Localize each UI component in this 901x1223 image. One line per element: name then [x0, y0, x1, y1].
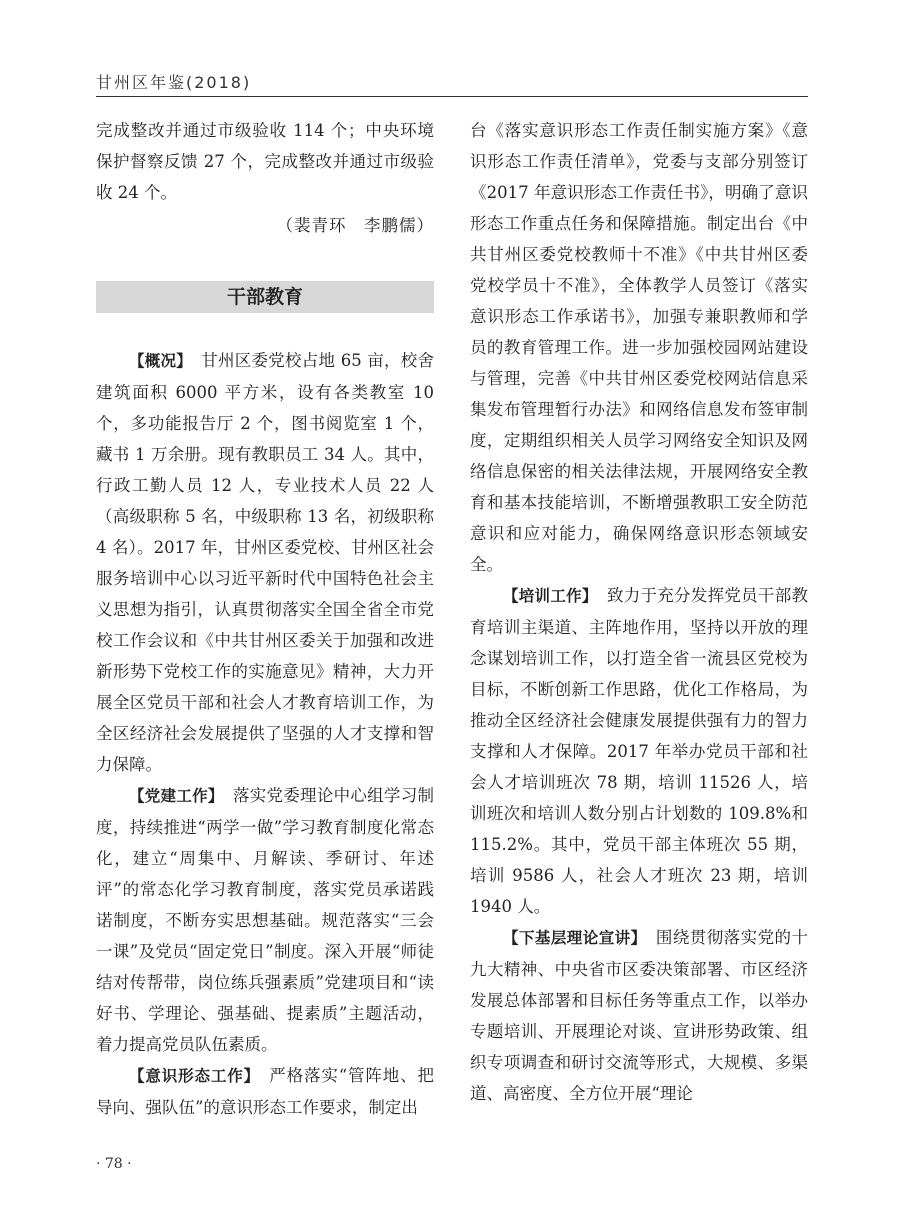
running-header — [96, 60, 808, 97]
grassroots-text: 围绕贯彻落实党的十九大精神、中央省市区委决策部署、市区经济发展总体部署和目标任务等重点工作，以举办专题培训、开展理论对谈、宣讲形势政策、组织专项调查和研讨交流等形式，大规模、多渠道、高密度、全方位开展“理论 — [470, 928, 808, 1103]
training-text: 致力于充分发挥党员干部教育培训主渠道、主阵地作用，坚持以开放的理念谋划培训工作，以打造全省一流县区党校为目标，不断创新工作思路，优化工作格局，为推动全区经济社会健康发展提供强有力的智力支撑和人才保障。2017 年举办党员干部和社会人才培训班次 78 期，培训 11526 人，培训班次和培训人数分别占计划数的 109.8%和 115.2%。其中，党员干部主体班次 55 期，培训 9586 人，社会人才班次 23 期，培训 1940 人。 — [470, 586, 808, 916]
overview-lead: 【概况】 — [129, 352, 192, 370]
section-heading — [96, 281, 434, 313]
header-title: 甘州区年鉴(2018) — [96, 73, 252, 92]
section-title: 干部教育 — [226, 285, 303, 308]
left-column — [96, 115, 434, 1123]
author-credit: （裴青环 李鹏儒） — [276, 216, 434, 235]
training-lead: 【培训工作】 — [503, 587, 598, 605]
grassroots-paragraph — [470, 922, 808, 1109]
party-building-paragraph — [96, 780, 434, 1060]
overview-paragraph — [96, 345, 434, 780]
right-column — [470, 115, 808, 1109]
party-building-text: 落实党委理论中心组学习制度，持续推进“两学一做”学习教育制度化常态化，建立“周集中、月解读、季研讨、年述评”的常态化学习教育制度，落实党员承诺践诺制度，不断夯实思想基础。规范落实“三会一课”及党员“固定党日”制度。深入开展“师徒结对传帮带，岗位练兵强素质”党建项目和“读好书、学理论、强基础、提素质”主题活动，着力提高党员队伍素质。 — [96, 786, 434, 1054]
page-number: · 78 · — [96, 1156, 132, 1172]
party-building-lead: 【党建工作】 — [129, 787, 224, 805]
ideology-lead: 【意识形态工作】 — [129, 1067, 260, 1085]
ideology-text-start: 严格落实“管阵地、把导向、强队伍”的意识形态工作要求，制定出 — [96, 1066, 434, 1117]
training-paragraph — [470, 580, 808, 922]
grassroots-lead: 【下基层理论宣讲】 — [503, 929, 647, 947]
ideology-paragraph-continued: 台《落实意识形态工作责任制实施方案》《意识形态工作责任清单》，党委与支部分别签订《2017 年意识形态工作责任书》，明确了意识形态工作重点任务和保障措施。制定出台《中共甘州区委党校教师十不准》《中共甘州区委党校学员十不准》，全体教学人员签订《落实意识形态工作承诺书》，加强专兼职教师和学员的教育管理工作。进一步加强校园网站建设与管理，完善《中共甘州区委党校网站信息采集发布管理暂行办法》和网络信息发布签审制度，定期组织相关人员学习网络安全知识及网络信息保密的相关法律法规，开展网络安全教育和基本技能培训，不断增强教职工安全防范意识和应对能力，确保网络意识形态领域安全。 — [470, 121, 808, 574]
continued-paragraph: 完成整改并通过市级验收 114 个；中央环境保护督察反馈 27 个，完成整改并通过市级验收 24 个。 — [96, 121, 434, 202]
ideology-paragraph-start — [96, 1060, 434, 1123]
overview-text: 甘州区委党校占地 65 亩，校舍建筑面积 6000 平方米，设有各类教室 10 个，多功能报告厅 2 个，图书阅览室 1 个，藏书 1 万余册。现有教职员工 34 人。其中，行政工勤人员 12 人，专业技术人员 22 人（高级职称 5 名，中级职称 13 名，初级职称 4 名）。2017 年，甘州区委党校、甘州区社会服务培训中心以习近平新时代中国特色社会主义思想为指引，认真贯彻落实全国全省全市党校工作会议和《中共甘州区委关于加强和改进新形势下党校工作的实施意见》精神，大力开展全区党员干部和社会人才教育培训工作，为全区经济社会发展提供了坚强的人才支撑和智力保障。 — [96, 351, 434, 774]
